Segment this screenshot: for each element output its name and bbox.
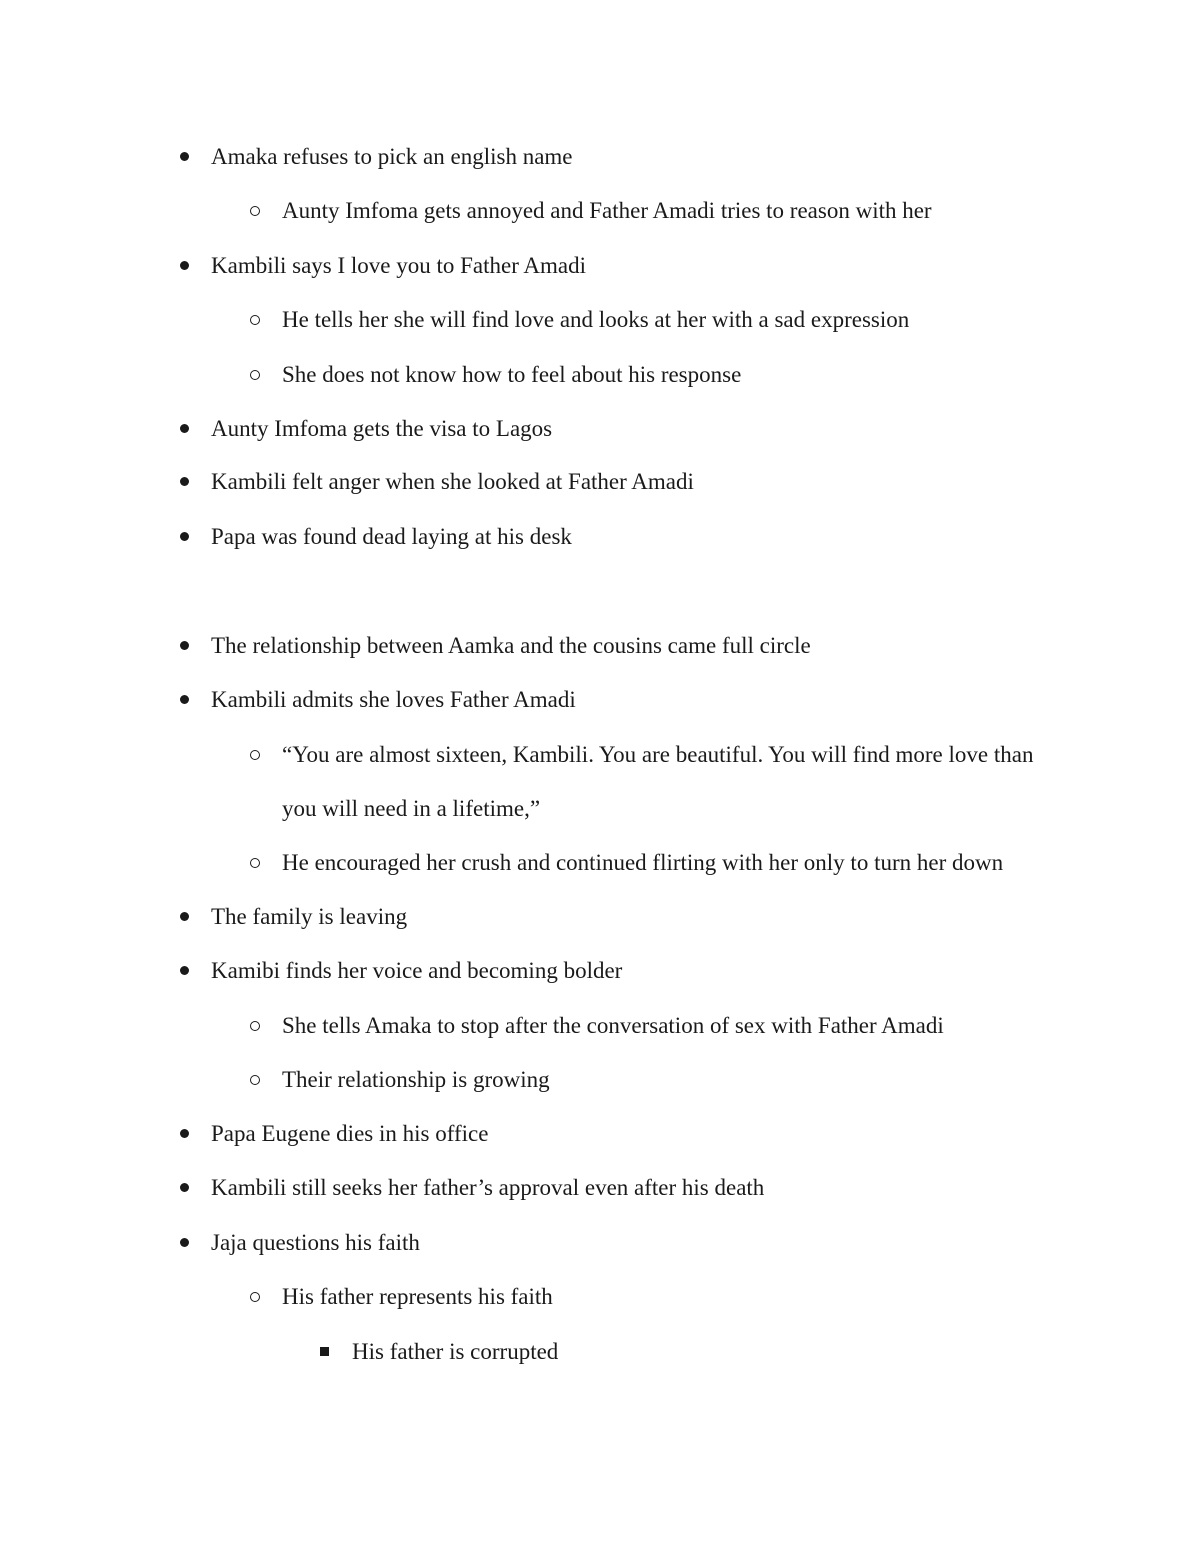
list-item-text: She tells Amaka to stop after the conversation of sex with Father Amadi — [282, 1013, 944, 1038]
list-item-text: Kambili still seeks her father’s approval even after his death — [211, 1175, 765, 1200]
list-item-text: Papa Eugene dies in his office — [211, 1121, 489, 1146]
bullet-disc-icon — [180, 695, 189, 704]
bullet-circle-icon — [250, 858, 260, 868]
bullet-circle-icon — [250, 1021, 260, 1031]
bullet-circle-icon — [250, 370, 260, 380]
list-item-text: Kambili felt anger when she looked at Father Amadi — [211, 469, 694, 494]
bullet-disc-icon — [180, 477, 189, 486]
bullet-disc-icon — [180, 1129, 189, 1138]
list-item-text: Aunty Imfoma gets the visa to Lagos — [211, 416, 553, 441]
list-item-text: His father is corrupted — [352, 1339, 559, 1364]
bullet-circle-icon — [250, 1075, 260, 1085]
list-item-text: She does not know how to feel about his response — [282, 362, 742, 387]
bullet-disc-icon — [180, 966, 189, 975]
list-item-text: Kamibi finds her voice and becoming bolder — [211, 958, 623, 983]
list-item-text: “You are almost sixteen, Kambili. You are beautiful. You will find more love than — [282, 742, 1034, 767]
list-item-text: His father represents his faith — [282, 1284, 553, 1309]
list-item-text: The relationship between Aamka and the cousins came full circle — [211, 633, 811, 658]
bullet-circle-icon — [250, 750, 260, 760]
list-item-text: He encouraged her crush and continued flirting with her only to turn her down — [282, 850, 1004, 875]
list-item-text: The family is leaving — [211, 904, 408, 929]
bullet-disc-icon — [180, 152, 189, 161]
bullet-disc-icon — [180, 261, 189, 270]
bullet-circle-icon — [250, 206, 260, 216]
list-item-text: you will need in a lifetime,” — [282, 796, 541, 821]
bullet-disc-icon — [180, 1183, 189, 1192]
list-item-text: Aunty Imfoma gets annoyed and Father Amadi tries to reason with her — [282, 198, 932, 223]
bullet-disc-icon — [180, 1238, 189, 1247]
list-item-text: Kambili admits she loves Father Amadi — [211, 687, 576, 712]
bullet-disc-icon — [180, 912, 189, 921]
list-item-text: He tells her she will find love and looks at her with a sad expression — [282, 307, 910, 332]
bullet-disc-icon — [180, 424, 189, 433]
bullet-circle-icon — [250, 315, 260, 325]
list-item-text: Amaka refuses to pick an english name — [211, 144, 573, 169]
bullet-disc-icon — [180, 641, 189, 650]
list-item-text: Their relationship is growing — [282, 1067, 550, 1092]
bullet-square-icon — [320, 1347, 329, 1356]
list-item-text: Jaja questions his faith — [211, 1230, 420, 1255]
list-item-text: Kambili says I love you to Father Amadi — [211, 253, 586, 278]
list-item-text: Papa was found dead laying at his desk — [211, 524, 572, 549]
bullet-disc-icon — [180, 532, 189, 541]
bullet-circle-icon — [250, 1292, 260, 1302]
